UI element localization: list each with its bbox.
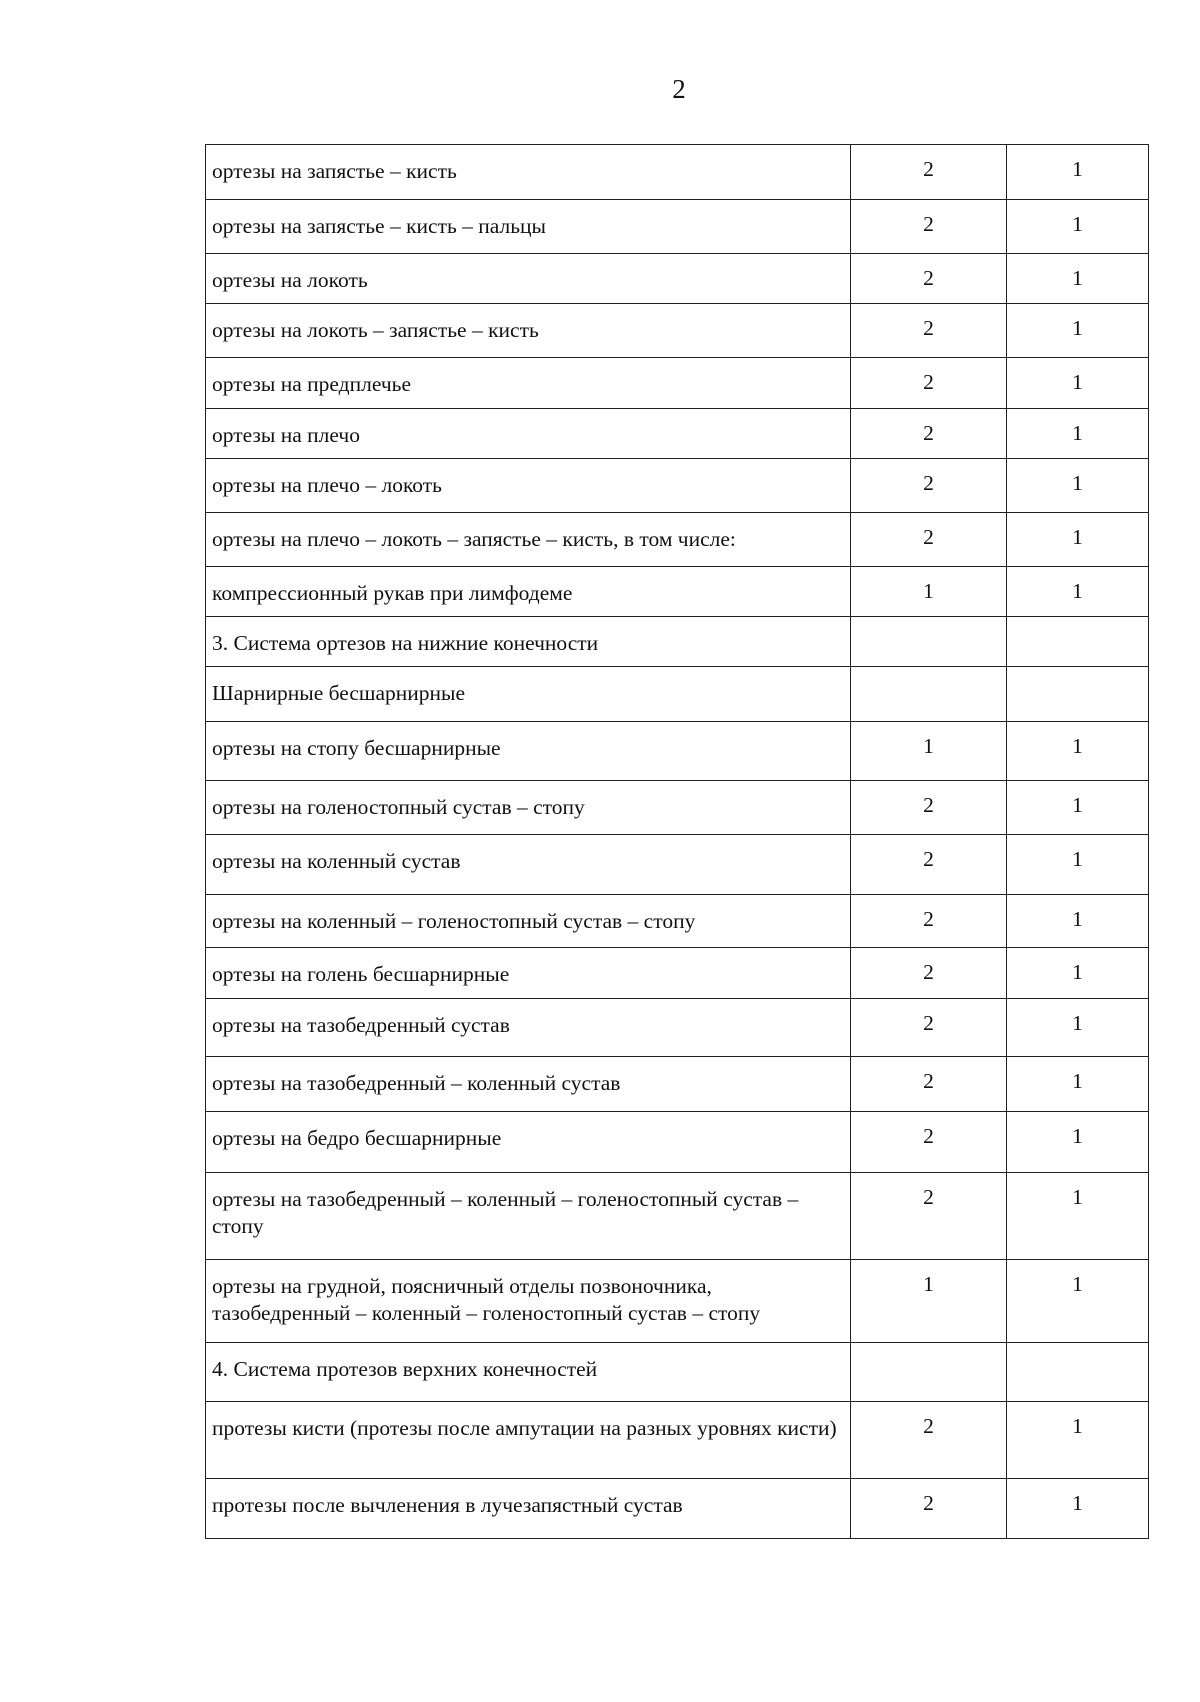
table-cell-name: протезы кисти (протезы после ампутации на разных уровнях кисти) xyxy=(206,1402,851,1479)
table-cell-term: 1 xyxy=(1007,1479,1149,1539)
table-cell-name: ортезы на голеностопный сустав – стопу xyxy=(206,781,851,835)
page-number: 2 xyxy=(672,74,686,104)
table-cell-quantity: 2 xyxy=(851,358,1007,409)
table-cell-name: ортезы на стопу бесшарнирные xyxy=(206,722,851,781)
table-cell-name: ортезы на бедро бесшарнирные xyxy=(206,1112,851,1173)
document-table xyxy=(205,144,1149,1539)
table-cell-term: 1 xyxy=(1007,1260,1149,1343)
table-cell-term: 1 xyxy=(1007,835,1149,895)
table-cell-quantity: 2 xyxy=(851,200,1007,254)
table-cell-name: ортезы на тазобедренный – коленный сустав xyxy=(206,1057,851,1112)
table-cell-name: протезы после вычленения в лучезапястный сустав xyxy=(206,1479,851,1539)
table-cell-quantity: 2 xyxy=(851,835,1007,895)
table-cell-quantity xyxy=(851,617,1007,667)
table-cell-name: ортезы на локоть – запястье – кисть xyxy=(206,304,851,358)
table-cell-term: 1 xyxy=(1007,1402,1149,1479)
table-row xyxy=(206,254,1149,304)
table-cell-quantity: 2 xyxy=(851,1479,1007,1539)
table-cell-quantity: 2 xyxy=(851,948,1007,999)
table-cell-quantity: 1 xyxy=(851,567,1007,617)
table-cell-term: 1 xyxy=(1007,999,1149,1057)
table-cell-term xyxy=(1007,667,1149,722)
table-cell-quantity: 2 xyxy=(851,895,1007,948)
table-cell-name: ортезы на голень бесшарнирные xyxy=(206,948,851,999)
table-cell-quantity: 2 xyxy=(851,781,1007,835)
table-cell-name: ортезы на тазобедренный – коленный – голеностопный сустав – стопу xyxy=(206,1173,851,1260)
table-row xyxy=(206,200,1149,254)
table-row xyxy=(206,358,1149,409)
table-cell-name: ортезы на коленный – голеностопный сустав – стопу xyxy=(206,895,851,948)
table-cell-name: ортезы на плечо – локоть xyxy=(206,459,851,513)
table-cell-term: 1 xyxy=(1007,145,1149,200)
table-cell-quantity xyxy=(851,1343,1007,1402)
table-cell-name: ортезы на локоть xyxy=(206,254,851,304)
table-row xyxy=(206,722,1149,781)
table-row xyxy=(206,459,1149,513)
table-cell-term: 1 xyxy=(1007,1057,1149,1112)
table-body xyxy=(206,145,1149,1539)
table-row xyxy=(206,835,1149,895)
table-cell-quantity: 2 xyxy=(851,409,1007,459)
table-cell-quantity xyxy=(851,667,1007,722)
table-cell-name: ортезы на тазобедренный сустав xyxy=(206,999,851,1057)
table-row xyxy=(206,999,1149,1057)
table-cell-name: ортезы на запястье – кисть – пальцы xyxy=(206,200,851,254)
table-cell-term: 1 xyxy=(1007,567,1149,617)
table-cell-quantity: 2 xyxy=(851,145,1007,200)
table-cell-term: 1 xyxy=(1007,895,1149,948)
table-row xyxy=(206,781,1149,835)
table-cell-term: 1 xyxy=(1007,1173,1149,1260)
table-cell-name: Шарнирные бесшарнирные xyxy=(206,667,851,722)
table-cell-term: 1 xyxy=(1007,358,1149,409)
table-cell-name: ортезы на предплечье xyxy=(206,358,851,409)
table-cell-term: 1 xyxy=(1007,409,1149,459)
table-cell-name: ортезы на плечо – локоть – запястье – кисть, в том числе: xyxy=(206,513,851,567)
table-row xyxy=(206,895,1149,948)
table-cell-term: 1 xyxy=(1007,781,1149,835)
table-row xyxy=(206,948,1149,999)
table-cell-term: 1 xyxy=(1007,1112,1149,1173)
table-cell-name: ортезы на грудной, поясничный отделы позвоночника, тазобедренный – коленный – голеностопный сустав – стопу xyxy=(206,1260,851,1343)
table-cell-term: 1 xyxy=(1007,459,1149,513)
table-cell-name: 4. Система протезов верхних конечностей xyxy=(206,1343,851,1402)
table-cell-quantity: 2 xyxy=(851,1057,1007,1112)
table-cell-quantity: 2 xyxy=(851,459,1007,513)
table-cell-quantity: 2 xyxy=(851,304,1007,358)
table-cell-term xyxy=(1007,1343,1149,1402)
table-cell-quantity: 1 xyxy=(851,1260,1007,1343)
table-row xyxy=(206,667,1149,722)
table-cell-name: ортезы на плечо xyxy=(206,409,851,459)
table-row xyxy=(206,1343,1149,1402)
table-row xyxy=(206,409,1149,459)
table-cell-term: 1 xyxy=(1007,254,1149,304)
table-cell-quantity: 2 xyxy=(851,1173,1007,1260)
table-cell-quantity: 1 xyxy=(851,722,1007,781)
table-cell-term xyxy=(1007,617,1149,667)
table-row xyxy=(206,304,1149,358)
table-cell-quantity: 2 xyxy=(851,1402,1007,1479)
table-row xyxy=(206,1260,1149,1343)
table-cell-quantity: 2 xyxy=(851,1112,1007,1173)
table-row xyxy=(206,617,1149,667)
table-cell-quantity: 2 xyxy=(851,254,1007,304)
table-row xyxy=(206,1173,1149,1260)
table-row xyxy=(206,145,1149,200)
table-row xyxy=(206,1402,1149,1479)
table-cell-quantity: 2 xyxy=(851,513,1007,567)
table-cell-quantity: 2 xyxy=(851,999,1007,1057)
table-row xyxy=(206,567,1149,617)
table-cell-name: 3. Система ортезов на нижние конечности xyxy=(206,617,851,667)
table-cell-term: 1 xyxy=(1007,948,1149,999)
table-cell-name: компрессионный рукав при лимфодеме xyxy=(206,567,851,617)
table-cell-term: 1 xyxy=(1007,513,1149,567)
table-cell-term: 1 xyxy=(1007,722,1149,781)
table-row xyxy=(206,1057,1149,1112)
table-cell-name: ортезы на коленный сустав xyxy=(206,835,851,895)
table-cell-term: 1 xyxy=(1007,304,1149,358)
table-row xyxy=(206,1112,1149,1173)
table-cell-term: 1 xyxy=(1007,200,1149,254)
table-row xyxy=(206,513,1149,567)
table-row xyxy=(206,1479,1149,1539)
table-cell-name: ортезы на запястье – кисть xyxy=(206,145,851,200)
